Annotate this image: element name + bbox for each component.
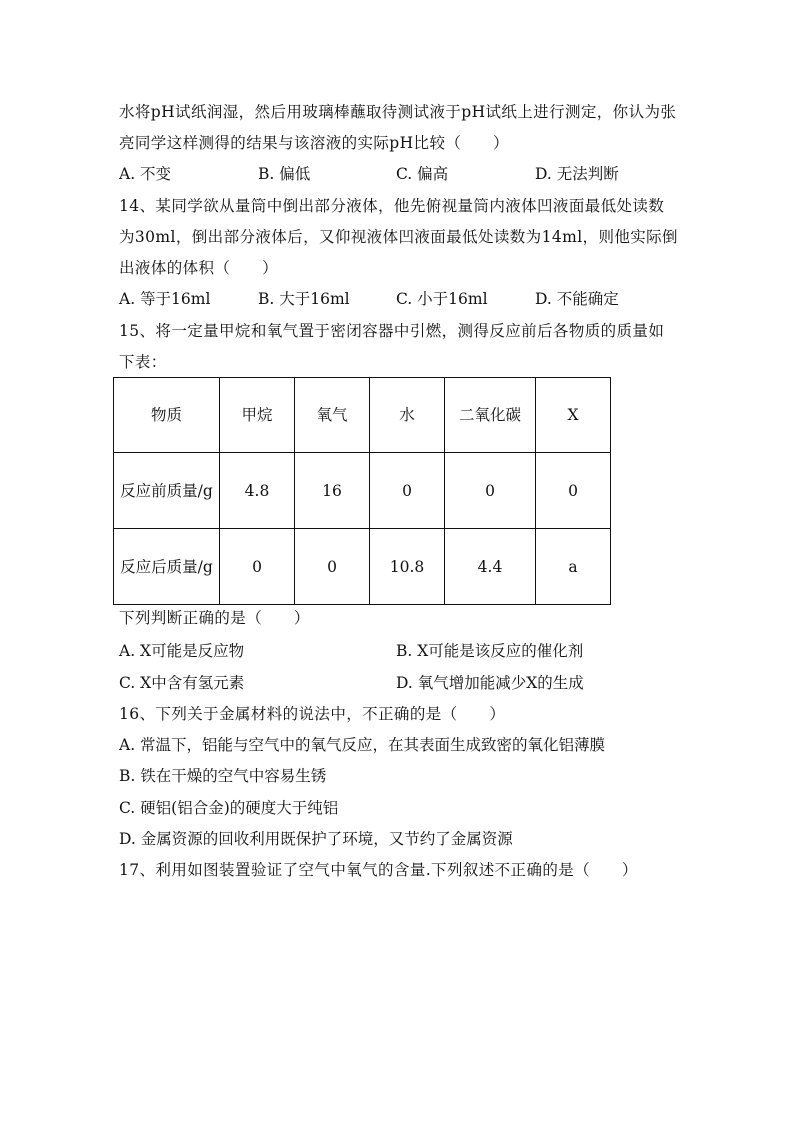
- table-cell: a: [536, 529, 611, 605]
- q14-option-c: C. 小于16ml: [396, 290, 488, 308]
- table-cell: 16: [295, 453, 370, 529]
- table-cell: 0: [220, 529, 295, 605]
- table-header-cell: 氧气: [295, 378, 370, 453]
- q14-option-d: D. 不能确定: [535, 290, 619, 308]
- table-cell: 0: [445, 453, 536, 529]
- q16-option-a: A. 常温下，铝能与空气中的氧气反应，在其表面生成致密的氧化铝薄膜: [119, 736, 606, 754]
- table-header-cell: 二氧化碳: [445, 378, 536, 453]
- q13-option-a: A. 不变: [119, 165, 172, 183]
- q13-text-line-1: 水将pH试纸润湿，然后用玻璃棒蘸取待测试液于pH试纸上进行测定，你认为张: [119, 103, 677, 121]
- table-cell: 4.4: [445, 529, 536, 605]
- q13-text-line-2: 亮同学这样测得的结果与该溶液的实际pH比较（ ）: [119, 134, 509, 152]
- q16-option-d: D. 金属资源的回收利用既保护了环境，又节约了金属资源: [119, 830, 513, 848]
- table-cell: 0: [536, 453, 611, 529]
- q14-text-line-3: 出液体的体积（ ）: [119, 259, 279, 277]
- q15-option-c: C. X中含有氢元素: [119, 674, 245, 692]
- table-header-cell: 甲烷: [220, 378, 295, 453]
- table-cell: 0: [295, 529, 370, 605]
- q14-text-line-2: 为30ml，倒出部分液体后，又仰视液体凹液面最低处读数为14ml，则他实际倒: [119, 228, 678, 246]
- q14-option-b: B. 大于16ml: [258, 290, 350, 308]
- q15-text-line-1: 15、将一定量甲烷和氧气置于密闭容器中引燃，测得反应前后各物质的质量如: [119, 322, 665, 340]
- table-header-cell: X: [536, 378, 611, 453]
- q15-option-b: B. X可能是该反应的催化剂: [396, 642, 584, 660]
- q13-option-d: D. 无法判断: [535, 165, 619, 183]
- q16-option-b: B. 铁在干燥的空气中容易生锈: [119, 767, 327, 785]
- table-cell: 4.8: [220, 453, 295, 529]
- table-header-cell: 物质: [114, 378, 220, 453]
- mass-table: [113, 377, 611, 605]
- q14-option-a: A. 等于16ml: [119, 290, 211, 308]
- q16-text-line-1: 16、下列关于金属材料的说法中，不正确的是（ ）: [119, 705, 506, 723]
- table-cell: 反应后质量/g: [114, 529, 220, 605]
- q15-text-line-2: 下表：: [119, 353, 167, 371]
- table-cell: 0: [370, 453, 445, 529]
- table-cell: 10.8: [370, 529, 445, 605]
- q15-option-d: D. 氧气增加能减少X的生成: [396, 674, 584, 692]
- table-row: [114, 453, 611, 529]
- q15-text-line-3: 下列判断正确的是（ ）: [119, 609, 310, 627]
- q13-option-c: C. 偏高: [396, 165, 449, 183]
- table-row: [114, 529, 611, 605]
- q13-option-b: B. 偏低: [258, 165, 311, 183]
- q17-text-line-1: 17、利用如图装置验证了空气中氧气的含量.下列叙述不正确的是（ ）: [119, 861, 638, 879]
- q16-option-c: C. 硬铝(铝合金)的硬度大于纯铝: [119, 799, 339, 817]
- table-header-row: [114, 378, 611, 453]
- q15-option-a: A. X可能是反应物: [119, 642, 245, 660]
- table-cell: 反应前质量/g: [114, 453, 220, 529]
- q14-text-line-1: 14、某同学欲从量筒中倒出部分液体，他先俯视量筒内液体凹液面最低处读数: [119, 197, 665, 215]
- table-header-cell: 水: [370, 378, 445, 453]
